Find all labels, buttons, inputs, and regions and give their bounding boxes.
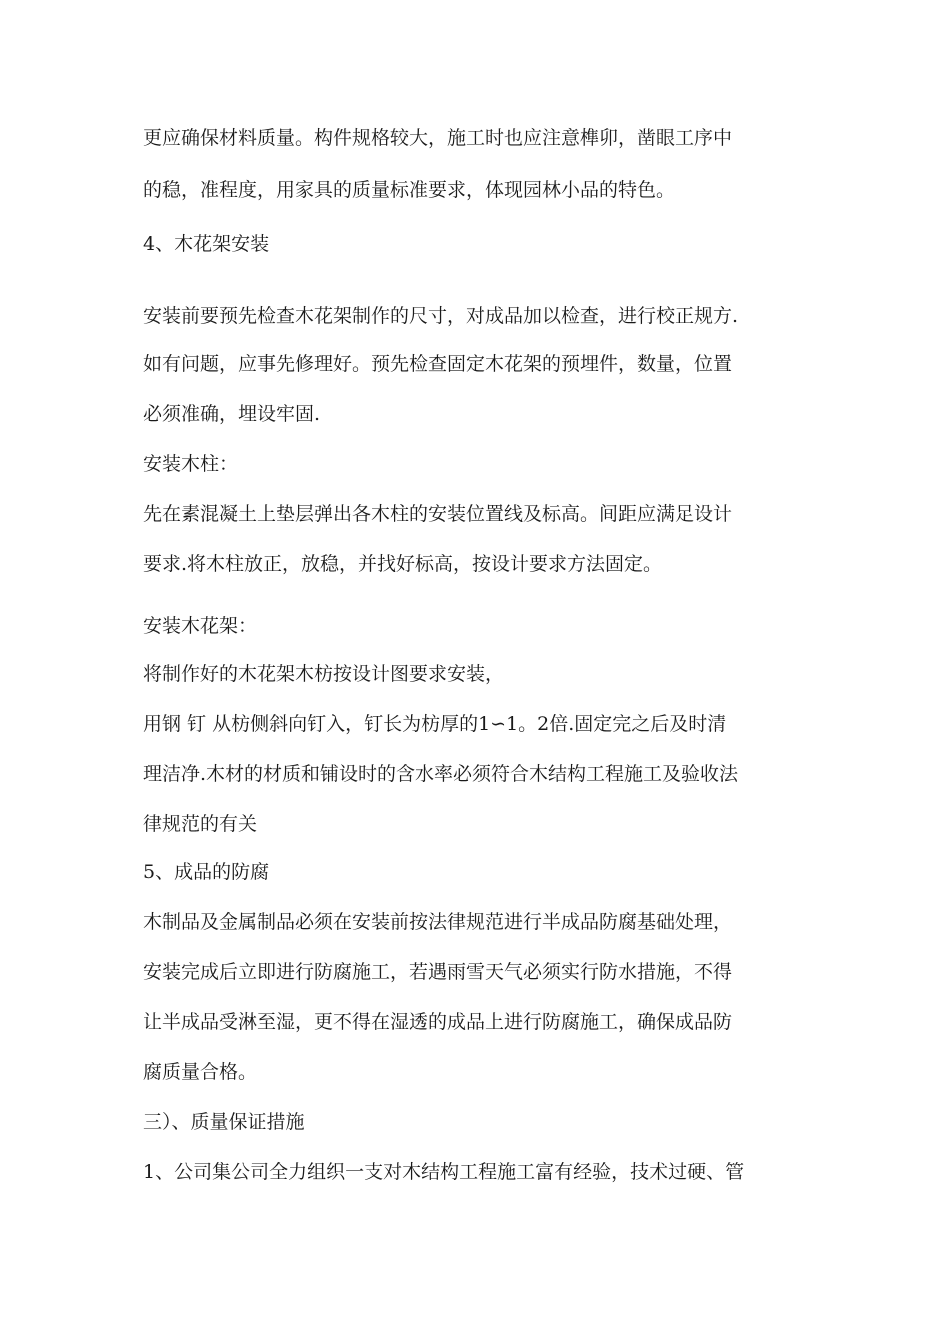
text-line: 必须准确，埋设牢固.: [143, 403, 321, 425]
text-line: 理洁净.木材的材质和铺设时的含水率必须符合木结构工程施工及验收法: [143, 763, 739, 785]
text-line: 木制品及金属制品必须在安装前按法律规范进行半成品防腐基础处理，: [143, 911, 733, 933]
text-line: 如有问题，应事先修理好。预先检查固定木花架的预埋件，数量，位置: [143, 353, 733, 375]
text-line: 更应确保材料质量。构件规格较大，施工时也应注意榫卯，凿眼工序中: [143, 127, 733, 149]
text-line: 1、公司集公司全力组织一支对木结构工程施工富有经验，技术过硬、管: [143, 1161, 745, 1183]
text-line: 腐质量合格。: [143, 1061, 258, 1083]
text-line: 用钢 钉 从枋侧斜向钉入，钉长为枋厚的1∽1。2倍.固定完之后及时清: [143, 713, 727, 735]
section-heading: 4、木花架安装: [143, 233, 270, 255]
section-heading: 5、成品的防腐: [143, 861, 270, 883]
text-line: 先在素混凝土上垫层弹出各木柱的安装位置线及标高。间距应满足设计: [143, 503, 733, 525]
subheading: 安装木花架：: [143, 615, 258, 637]
subheading: 安装木柱：: [143, 453, 239, 475]
section-heading: 三）、质量保证措施: [143, 1111, 305, 1133]
text-line: 安装前要预先检查木花架制作的尺寸，对成品加以检查，进行校正规方.: [143, 305, 739, 327]
text-line: 要求.将木柱放正，放稳，并找好标高，按设计要求方法固定。: [143, 553, 663, 575]
text-line: 将制作好的木花架木枋按设计图要求安装，: [143, 663, 505, 685]
text-line: 的稳，准程度，用家具的质量标准要求，体现园林小品的特色。: [143, 179, 676, 201]
text-line: 律规范的有关: [143, 813, 258, 835]
text-line: 安装完成后立即进行防腐施工，若遇雨雪天气必须实行防水措施，不得: [143, 961, 733, 983]
text-line: 让半成品受淋至湿，更不得在湿透的成品上进行防腐施工，确保成品防: [143, 1011, 733, 1033]
